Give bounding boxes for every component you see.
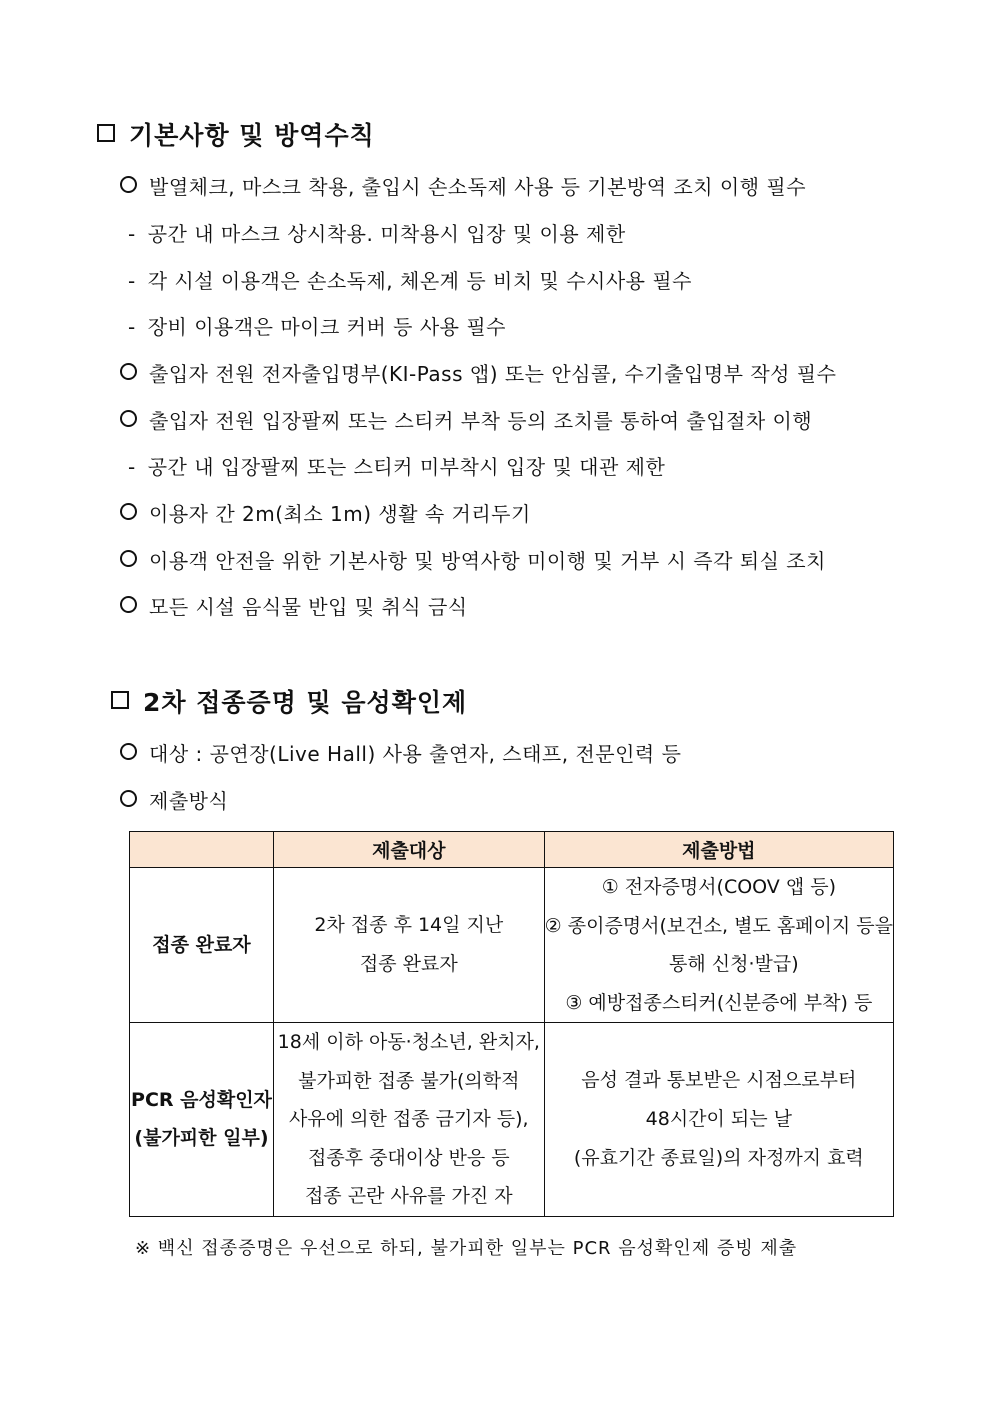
list-item: - 각 시설 이용객은 손소독제, 체온계 등 비치 및 수시사용 필수: [128, 269, 692, 293]
row-target: 18세 이하 아동·청소년, 완치자, 불가피한 접종 불가(의학적 사유에 의한 접종 금기자 등), 접종후 중대이상 반응 등 접종 곤란 사유를 가진 자: [273, 1023, 544, 1217]
circle-bullet-icon: [120, 790, 137, 807]
table-header-target: 제출대상: [273, 832, 544, 868]
list-item: 출입자 전원 입장팔찌 또는 스티커 부착 등의 조치를 통하여 출입절차 이행: [120, 405, 812, 434]
list-item: - 장비 이용객은 마이크 커버 등 사용 필수: [128, 315, 506, 339]
list-item: - 공간 내 마스크 상시착용. 미착용시 입장 및 이용 제한: [128, 222, 626, 246]
section1-title: 기본사항 및 방역수칙: [97, 116, 375, 152]
circle-bullet-icon: [120, 176, 137, 193]
circle-bullet-icon: [120, 743, 137, 760]
circle-bullet-icon: [120, 410, 137, 427]
section2-title: 2차 접종증명 및 음성확인제: [111, 683, 467, 719]
row-method: 음성 결과 통보받은 시점으로부터 48시간이 되는 날 (유효기간 종료일)의 자정까지 효력: [544, 1023, 893, 1217]
list-item: 이용객 안전을 위한 기본사항 및 방역사항 미이행 및 거부 시 즉각 퇴실 조치: [120, 545, 826, 574]
table-header-method: 제출방법: [544, 832, 893, 868]
footnote: ※ 백신 접종증명은 우선으로 하되, 불가피한 일부는 PCR 음성확인제 증빙 제출: [135, 1238, 798, 1259]
submission-table: [129, 831, 894, 1217]
list-item: 발열체크, 마스크 착용, 출입시 손소독제 사용 등 기본방역 조치 이행 필수: [120, 171, 806, 200]
list-item: 출입자 전원 전자출입명부(KI-Pass 앱) 또는 안심콜, 수기출입명부 작성 필수: [120, 358, 836, 387]
table-header-corner: [130, 832, 274, 868]
list-item: - 공간 내 입장팔찌 또는 스티커 미부착시 입장 및 대관 제한: [128, 455, 666, 479]
row-target: 2차 접종 후 14일 지난 접종 완료자: [273, 868, 544, 1023]
circle-bullet-icon: [120, 596, 137, 613]
checkbox-square-icon: [97, 124, 115, 142]
table-row: [130, 868, 894, 1023]
table-header-row: [130, 832, 894, 868]
list-item: 이용자 간 2m(최소 1m) 생활 속 거리두기: [120, 498, 531, 527]
list-item: 제출방식: [120, 785, 228, 814]
list-item: 모든 시설 음식물 반입 및 취식 금식: [120, 591, 468, 620]
row-label: 접종 완료자: [130, 868, 274, 1023]
circle-bullet-icon: [120, 503, 137, 520]
table-row: [130, 1023, 894, 1217]
row-method: ① 전자증명서(COOV 앱 등) ② 종이증명서(보건소, 별도 홈페이지 등을 통해 신청·발급) ③ 예방접종스티커(신분증에 부착) 등: [544, 868, 893, 1023]
circle-bullet-icon: [120, 363, 137, 380]
row-label: PCR 음성확인자 (불가피한 일부): [130, 1023, 274, 1217]
circle-bullet-icon: [120, 550, 137, 567]
checkbox-square-icon: [111, 691, 129, 709]
list-item: 대상 : 공연장(Live Hall) 사용 출연자, 스태프, 전문인력 등: [120, 738, 681, 767]
